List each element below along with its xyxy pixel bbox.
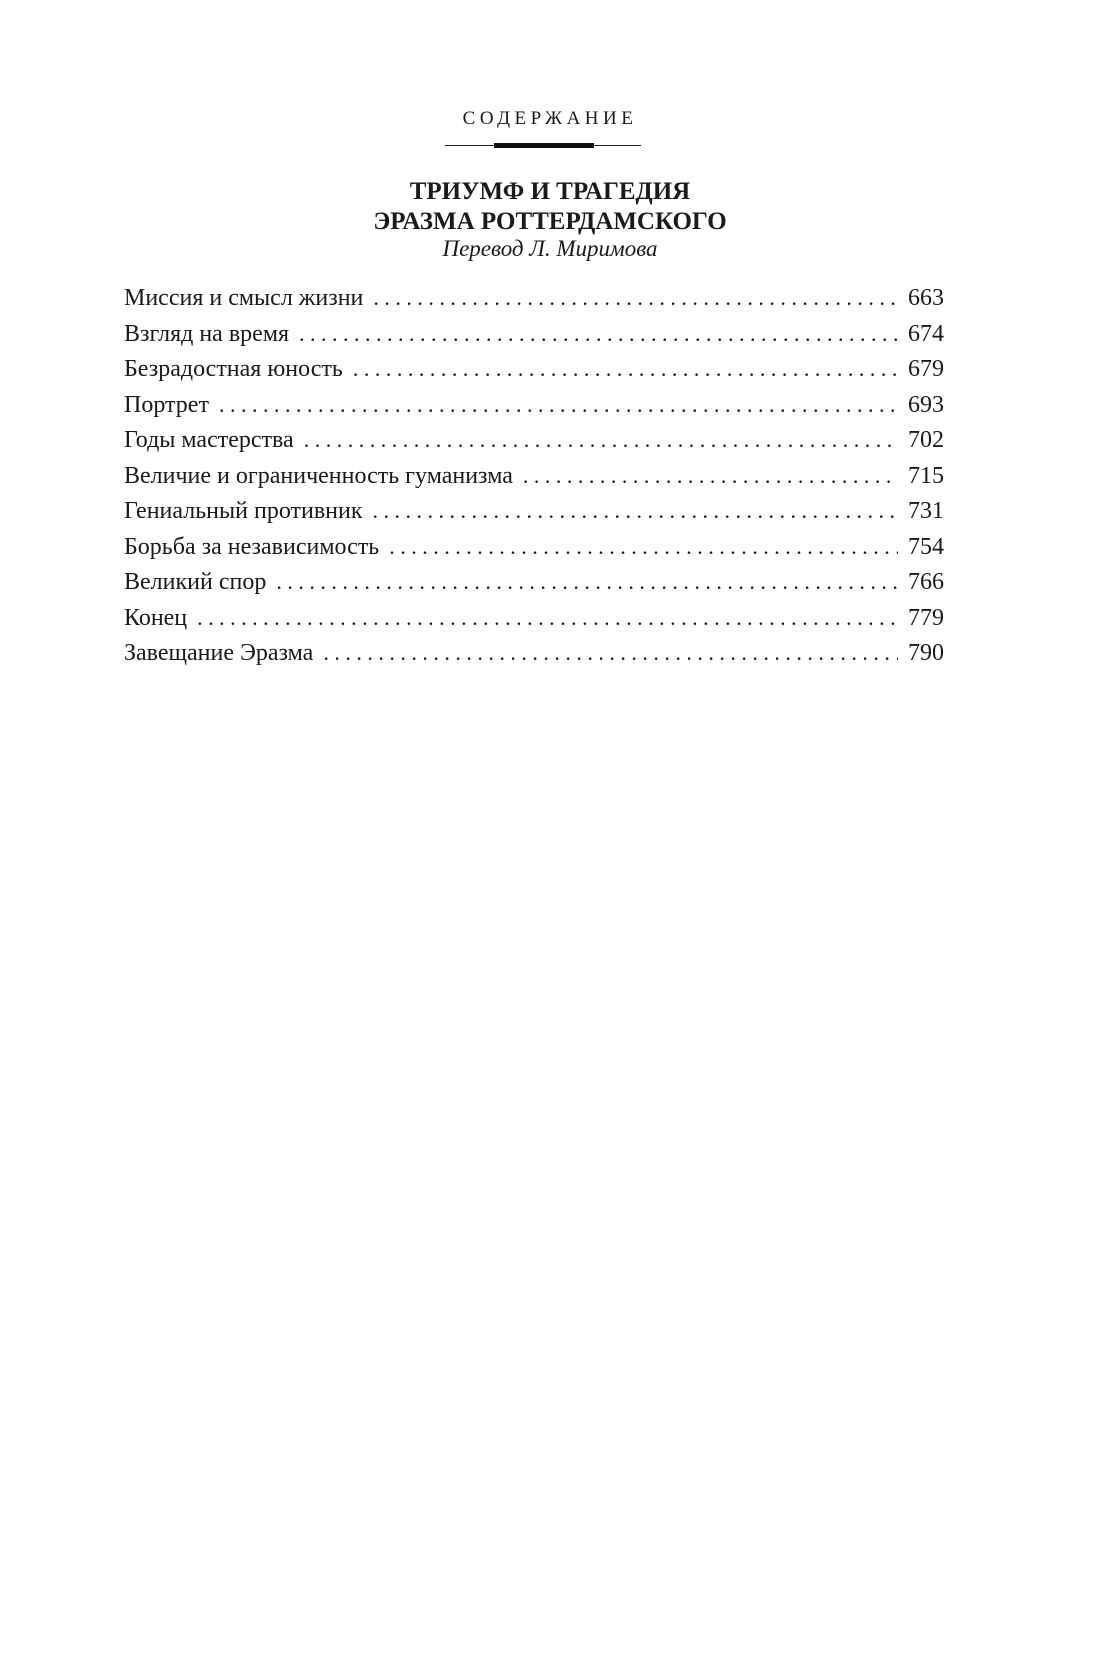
toc-entry-page: 702 [908, 427, 944, 453]
section-title [0, 177, 1100, 237]
toc-entry-page: 679 [908, 356, 944, 382]
toc-entry[interactable] [124, 458, 944, 494]
toc-entry-page: 693 [908, 391, 944, 418]
toc-entry-title: Великий спор [124, 569, 267, 595]
toc-entry-page: 731 [908, 498, 944, 524]
toc-entry-page: 663 [908, 285, 944, 311]
toc-entry[interactable] [124, 280, 944, 316]
toc-entry[interactable] [124, 564, 944, 600]
section-title-line-2: ЭРАЗМА РОТТЕРДАМСКОГО [373, 208, 727, 235]
toc-dot-leader [323, 635, 898, 671]
toc-dot-leader [219, 387, 898, 423]
header-rule-accent [494, 143, 594, 148]
toc-entry[interactable] [124, 422, 944, 458]
toc-entry[interactable] [124, 493, 944, 529]
toc-dot-leader [373, 493, 898, 529]
section-title-line-1: ТРИУМФ И ТРАГЕДИЯ [409, 178, 691, 205]
toc-entry-page: 754 [908, 533, 944, 560]
toc-dot-leader [304, 422, 898, 458]
toc-dot-leader [276, 564, 898, 600]
toc-entry-title: Взгляд на время [124, 320, 290, 347]
toc-entry[interactable] [124, 635, 944, 671]
toc-entry[interactable] [124, 529, 944, 565]
toc-entry-title: Борьба за независимость [124, 533, 380, 560]
toc-dot-leader [353, 351, 898, 387]
toc-entry-title: Конец [124, 604, 188, 631]
toc-dot-leader [299, 316, 898, 352]
toc-entry-page: 674 [908, 320, 944, 347]
toc-dot-leader [389, 529, 898, 565]
toc-dot-leader [197, 600, 898, 636]
running-head: СОДЕРЖАНИЕ [462, 108, 638, 129]
toc-entry-page: 715 [908, 462, 944, 489]
table-of-contents [124, 280, 944, 671]
toc-entry[interactable] [124, 351, 944, 387]
toc-entry[interactable] [124, 600, 944, 636]
toc-entry-page: 766 [908, 569, 944, 595]
toc-dot-leader [373, 280, 898, 316]
translator-credit: Перевод Л. Миримова [442, 236, 658, 261]
toc-entry-title: Годы мастерства [124, 427, 294, 453]
toc-entry-title: Миссия и смысл жизни [124, 285, 364, 311]
toc-entry[interactable] [124, 316, 944, 352]
toc-dot-leader [523, 458, 898, 494]
toc-entry-title: Портрет [124, 391, 209, 418]
toc-entry-title: Гениальный противник [124, 498, 363, 524]
toc-entry[interactable] [124, 387, 944, 423]
toc-entry-title: Безрадостная юность [124, 356, 343, 382]
toc-entry-page: 779 [908, 604, 944, 631]
toc-entry-title: Величие и ограниченность гуманизма [124, 462, 513, 489]
toc-entry-page: 790 [908, 640, 944, 666]
toc-entry-title: Завещание Эразма [124, 640, 314, 666]
